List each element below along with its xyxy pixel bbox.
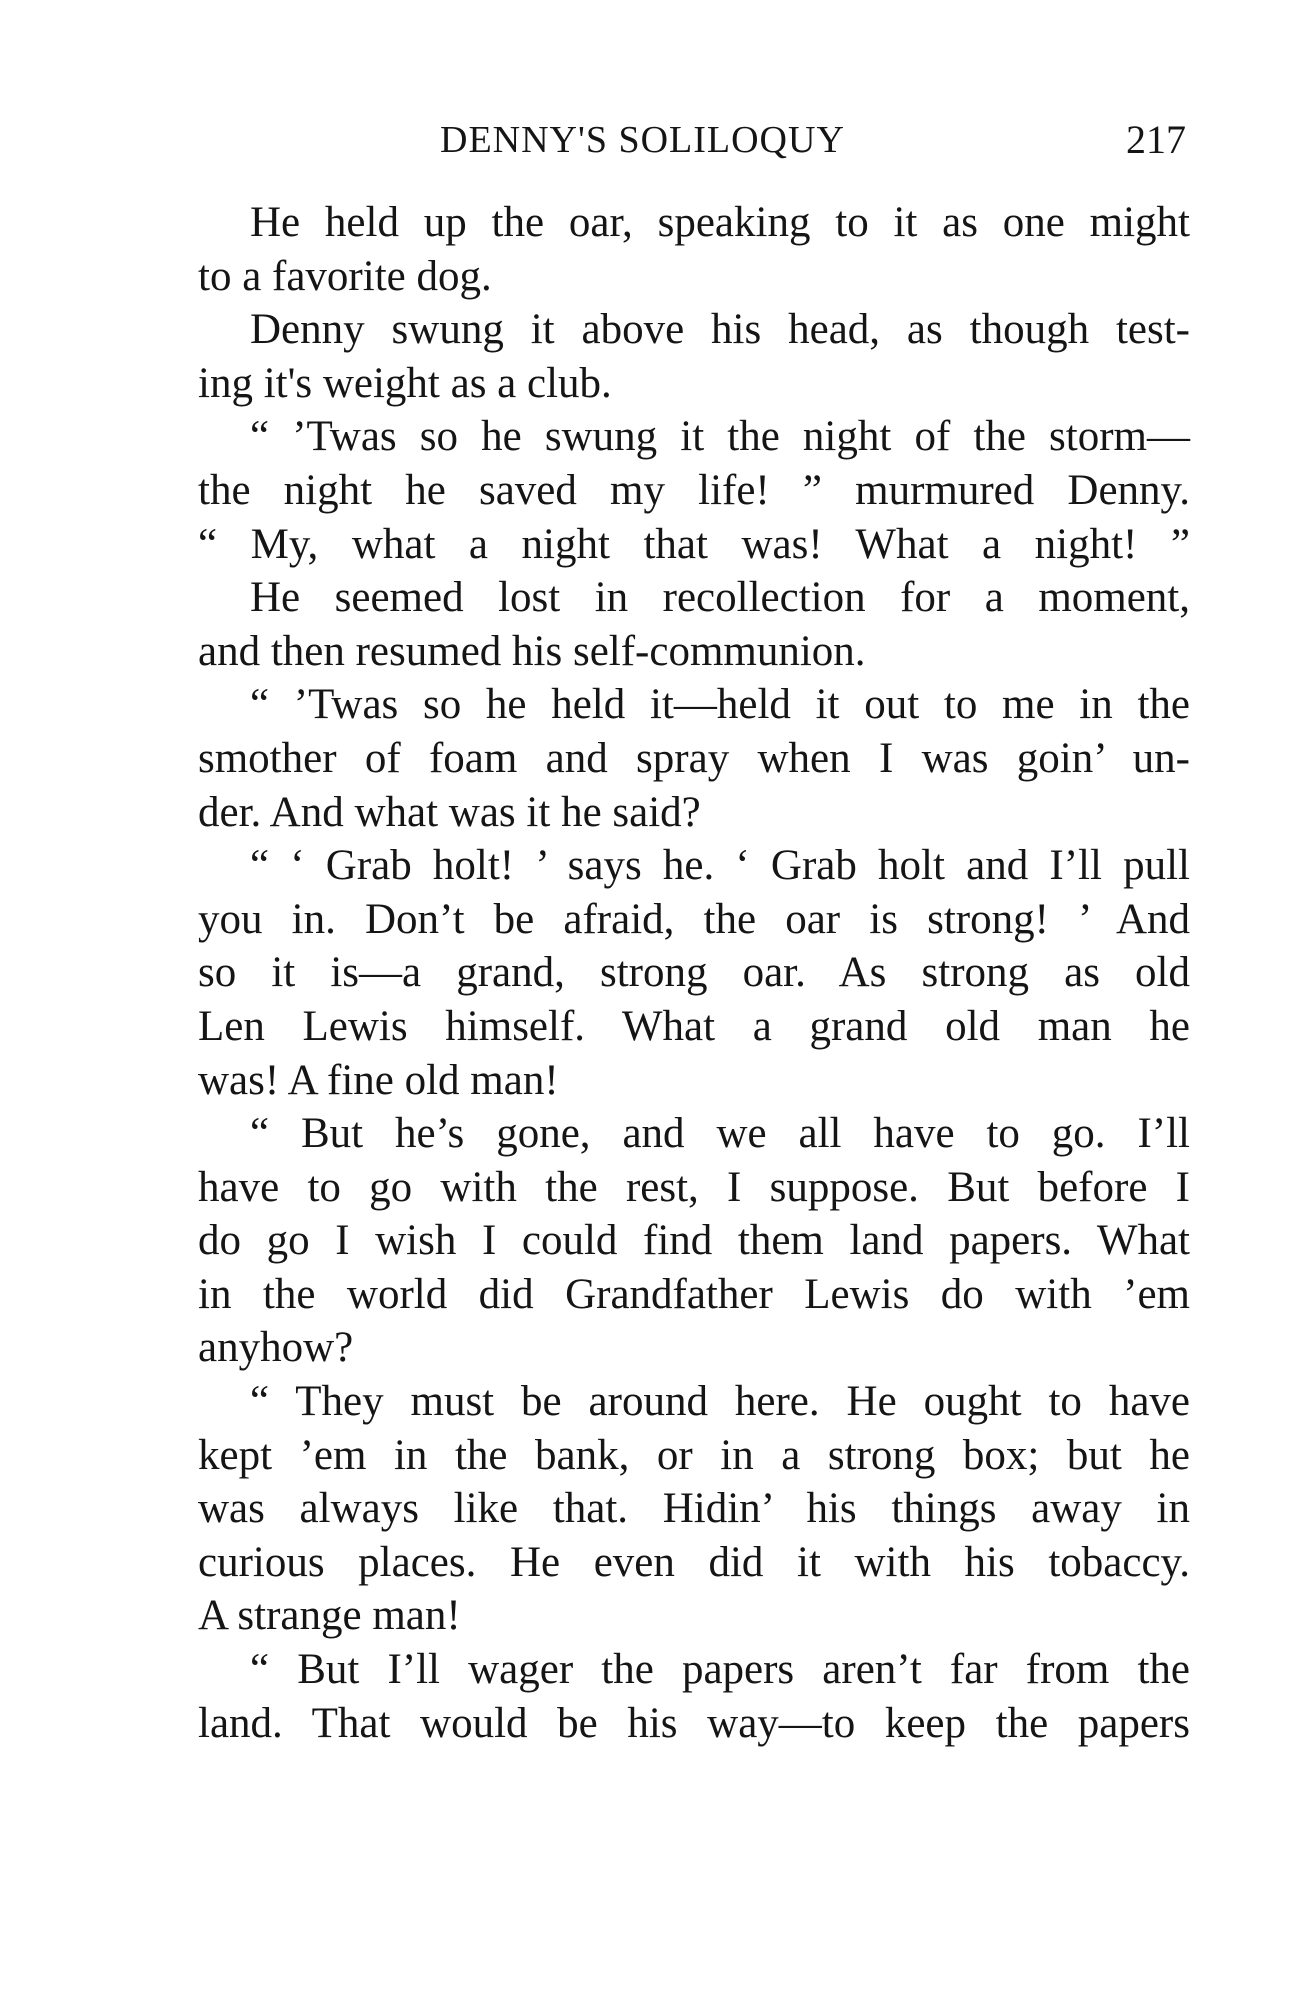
text-line: “ But I’ll wager the papers aren’t far from the — [250, 1646, 1190, 1694]
body-text — [198, 196, 1190, 1750]
text-line: smother of foam and spray when I was goin’ un- — [198, 734, 1190, 782]
text-line: was always like that. Hidin’ his things away in — [198, 1485, 1190, 1533]
text-line: “ My, what a night that was! What a night! ” — [198, 520, 1190, 568]
text-line: in the world did Grandfather Lewis do with ’em — [198, 1270, 1190, 1318]
running-title: DENNY'S SOLILOQUY — [440, 119, 845, 161]
page-number: 217 — [1126, 117, 1186, 162]
text-line: land. That would be his way—to keep the papers — [198, 1699, 1190, 1747]
text-line: Denny swung it above his head, as though test- — [250, 306, 1190, 354]
text-line: you in. Don’t be afraid, the oar is strong! ’ And — [198, 895, 1190, 943]
text-line: ing it's weight as a club. — [198, 359, 612, 407]
text-line: anyhow? — [198, 1324, 354, 1372]
text-line: Len Lewis himself. What a grand old man he — [198, 1002, 1190, 1050]
text-line: der. And what was it he said? — [198, 788, 701, 836]
text-line: the night he saved my life! ” murmured Denny. — [198, 466, 1190, 514]
text-line: A strange man! — [198, 1592, 461, 1640]
text-line: He seemed lost in recollection for a moment, — [250, 574, 1190, 622]
text-line: have to go with the rest, I suppose. But before I — [198, 1163, 1190, 1211]
text-line: curious places. He even did it with his tobaccy. — [198, 1538, 1190, 1586]
text-line: “ ’Twas so he held it—held it out to me in the — [250, 681, 1190, 729]
text-line: to a favorite dog. — [198, 252, 492, 300]
text-line: “ ’Twas so he swung it the night of the storm— — [250, 413, 1190, 461]
text-line: He held up the oar, speaking to it as one might — [250, 199, 1190, 246]
text-line: was! A fine old man! — [198, 1056, 559, 1104]
text-line: kept ’em in the bank, or in a strong box; but he — [198, 1431, 1190, 1479]
text-line: so it is—a grand, strong oar. As strong as old — [198, 949, 1190, 997]
text-line: “ ‘ Grab holt! ’ says he. ‘ Grab holt and I’ll pull — [250, 842, 1190, 890]
running-head — [200, 110, 1190, 170]
text-line: and then resumed his self-communion. — [198, 627, 866, 675]
text-line: “ They must be around here. He ought to have — [250, 1378, 1190, 1426]
text-line: “ But he’s gone, and we all have to go. I’ll — [250, 1110, 1190, 1158]
text-line: do go I wish I could find them land papers. What — [198, 1217, 1190, 1265]
